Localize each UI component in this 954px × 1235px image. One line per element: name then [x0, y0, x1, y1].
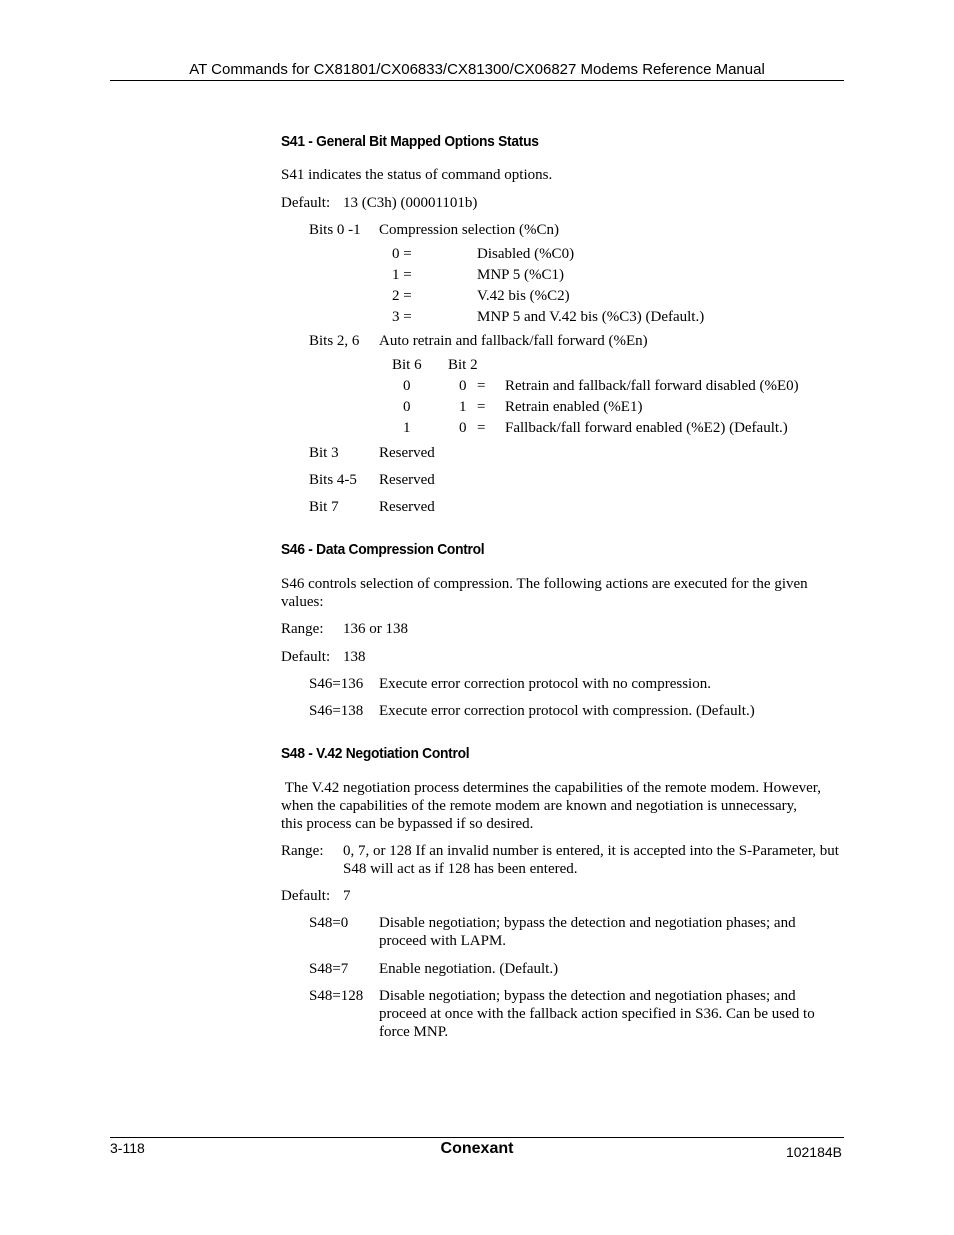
s46-item-key: S46=138	[309, 703, 364, 719]
equals-sign: =	[477, 399, 486, 415]
equals-sign: =	[477, 378, 486, 394]
s46-item-key: S46=136	[309, 676, 364, 692]
option-value: MNP 5 (%C1)	[477, 267, 564, 283]
header-rule	[110, 80, 844, 81]
reserved-label: Bit 3	[309, 445, 339, 461]
reserved-label: Bit 7	[309, 499, 339, 515]
s46-intro: S46 controls selection of compression. The following actions are executed for the given values:	[281, 576, 808, 610]
company-name: Conexant	[440, 1140, 514, 1157]
bit6-value: 0	[403, 378, 411, 394]
running-header: AT Commands for CX81801/CX06833/CX81300/CX06827 Modems Reference Manual	[189, 61, 765, 78]
s46-range-label: Range:	[281, 621, 324, 637]
s46-range-value: 136 or 138	[343, 621, 408, 637]
bit-row-text: Retrain enabled (%E1)	[505, 399, 643, 415]
s41-bits26-label: Bits 2, 6	[309, 333, 360, 349]
option-value: MNP 5 and V.42 bis (%C3) (Default.)	[477, 309, 705, 325]
s48-item-text: Disable negotiation; bypass the detection and negotiation phases; and proceed at once with the fallback action specified in S36. Can be used to force MNP.	[379, 988, 815, 1040]
reserved-value: Reserved	[379, 445, 435, 461]
s41-default-label: Default:	[281, 195, 331, 211]
s46-default-value: 138	[343, 649, 366, 665]
s46-heading: S46 - Data Compression Control	[281, 541, 485, 558]
s41-intro: S41 indicates the status of command options.	[281, 167, 553, 183]
col-header-bit6: Bit 6	[392, 357, 422, 373]
bit-row-text: Fallback/fall forward enabled (%E2) (Default.)	[505, 420, 788, 436]
s46-item-text: Execute error correction protocol with no compression.	[379, 676, 711, 692]
s48-intro: The V.42 negotiation process determines the capabilities of the remote modem. However, when the capabilities of the remote modem are known and negotiation is unnecessary, this process can be bypassed if so desired.	[281, 780, 825, 832]
footer-rule	[110, 1137, 844, 1138]
option-key: 0 =	[392, 246, 412, 262]
s48-range-value: 0, 7, or 128 If an invalid number is entered, it is accepted into the S-Parameter, but S48 will act as if 128 has been entered.	[343, 843, 839, 877]
s46-item-text: Execute error correction protocol with compression. (Default.)	[379, 703, 755, 719]
s41-heading: S41 - General Bit Mapped Options Status	[281, 133, 539, 150]
s46-default-label: Default:	[281, 649, 331, 665]
reserved-value: Reserved	[379, 472, 435, 488]
s48-item-text: Disable negotiation; bypass the detection and negotiation phases; and proceed with LAPM.	[379, 915, 796, 949]
s41-bits01-desc: Compression selection (%Cn)	[379, 222, 559, 238]
option-key: 1 =	[392, 267, 412, 283]
s48-item-key: S48=128	[309, 988, 364, 1004]
page-number: 3-118	[110, 1140, 145, 1156]
document-number: 102184B	[785, 1144, 842, 1160]
s41-bits26-desc: Auto retrain and fallback/fall forward (%En)	[379, 333, 648, 349]
bit2-value: 0	[459, 420, 467, 436]
reserved-label: Bits 4-5	[309, 472, 357, 488]
option-key: 3 =	[392, 309, 412, 325]
bit6-value: 0	[403, 399, 411, 415]
s48-item-text: Enable negotiation. (Default.)	[379, 961, 559, 977]
reserved-value: Reserved	[379, 499, 435, 515]
option-value: Disabled (%C0)	[477, 246, 575, 262]
bit2-value: 1	[459, 399, 467, 415]
equals-sign: =	[477, 420, 486, 436]
s48-default-value: 7	[343, 888, 351, 904]
bit6-value: 1	[403, 420, 411, 436]
s48-default-label: Default:	[281, 888, 331, 904]
s41-bits01-label: Bits 0 -1	[309, 222, 361, 238]
col-header-bit2: Bit 2	[448, 357, 478, 373]
s48-heading: S48 - V.42 Negotiation Control	[281, 745, 470, 762]
bit-row-text: Retrain and fallback/fall forward disabled (%E0)	[505, 378, 799, 394]
s48-item-key: S48=7	[309, 961, 349, 977]
bit2-value: 0	[459, 378, 467, 394]
option-value: V.42 bis (%C2)	[477, 288, 570, 304]
s48-item-key: S48=0	[309, 915, 349, 931]
s41-default-value: 13 (C3h) (00001101b)	[343, 195, 478, 211]
option-key: 2 =	[392, 288, 412, 304]
s48-range-label: Range:	[281, 843, 324, 859]
